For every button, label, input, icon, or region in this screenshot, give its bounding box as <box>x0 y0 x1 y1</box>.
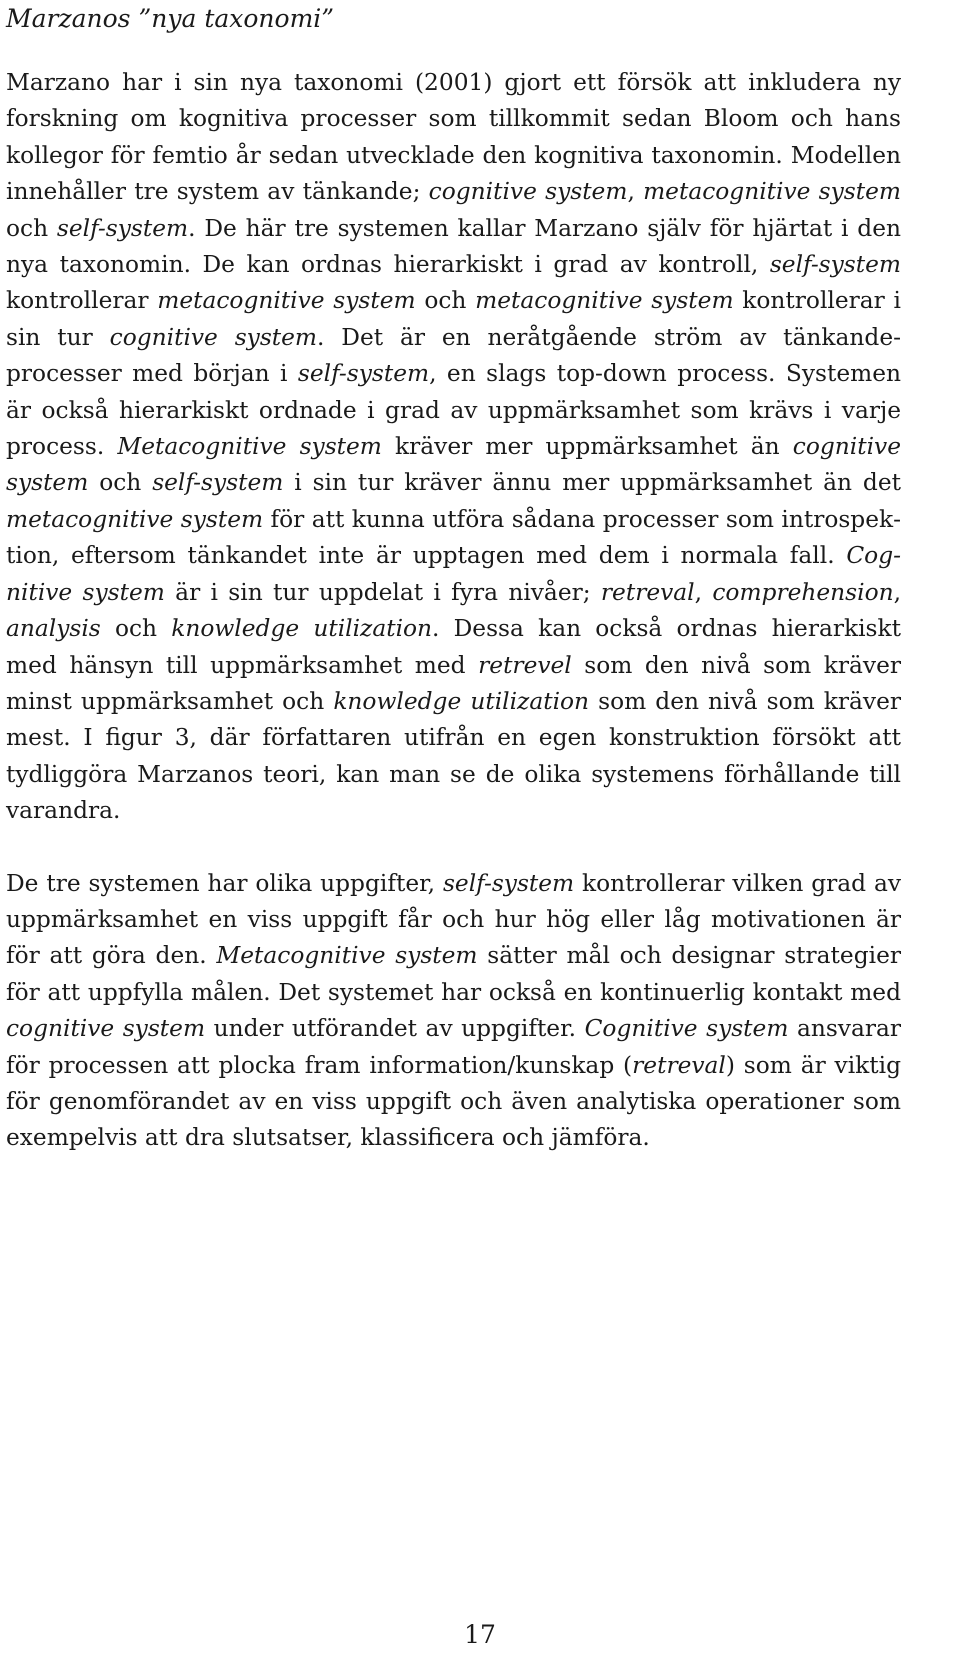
italic-term: self-system <box>442 869 575 897</box>
italic-term: retreval <box>632 1051 726 1079</box>
italic-term: cognitive system <box>428 178 628 206</box>
italic-term: knowledge utilization <box>171 615 433 643</box>
italic-term: cognitive system <box>6 433 901 497</box>
text-run: De tre systemen har olika uppgifter, <box>6 869 443 897</box>
italic-term: cognitive system <box>6 1015 206 1043</box>
text-run: som den nivå som kräver mest. I figur 3, där författaren utifrån en egen konstruktion försökt att tydliggöra Marzanos teori, kan man se de olika systemens förhållande till varandra. <box>6 687 901 825</box>
italic-term: retreval <box>600 578 695 606</box>
text-run: och <box>88 469 153 497</box>
text-run: , en slags top-down process. Systemen är också hierarkiskt ordnade i grad av uppmärksamhet som krävs i varje process. <box>6 360 901 461</box>
italic-term: comprehension <box>712 578 894 606</box>
text-run: . De här tre systemen kallar Marzano själv för hjärtat i den nya taxonomin. De kan ordnas hierarkiskt i grad av kontroll, <box>6 214 902 279</box>
text-run: kontrollerar i sin tur <box>6 287 901 351</box>
text-run: i sin tur kräver ännu mer uppmärksamhet än det <box>283 469 901 497</box>
text-run: för att kunna utföra sådana processer som introspektion, eftersom tänkandet inte är upptagen med dem i normala fall. <box>6 505 902 570</box>
italic-term: self-system <box>56 214 189 242</box>
text-run: under utförandet av uppgifter. <box>205 1015 585 1043</box>
italic-term: Cognitive system <box>584 1015 789 1043</box>
text-run: Marzano har i sin nya taxonomi (2001) gjort ett försök att inkludera ny forskning om kognitiva processer som tillkommit sedan Bloom och hans kollegor för femtio år sedan utvecklade den kognitiva taxonomin. Modellen innehåller tre system av tänkande; <box>6 69 901 206</box>
text-run: . Det är en neråtgående ström av tänkandeprocesser med början i <box>6 323 902 388</box>
italic-term: self-system <box>152 469 284 497</box>
document-page <box>6 0 901 1157</box>
text-run: , <box>627 178 644 206</box>
italic-term: metacognitive system <box>475 287 734 315</box>
section-heading: Marzanos ”nya taxonomi” <box>6 4 335 33</box>
italic-term: self-​system <box>769 251 901 279</box>
text-run: och <box>415 287 476 315</box>
text-run: sätter mål och designar strategier för att uppfylla målen. Det systemet har också en kontinuerlig kontakt med <box>6 942 901 1006</box>
italic-term: Metacognitive system <box>117 433 382 461</box>
text-run: som den nivå som kräver minst uppmärksamhet och <box>6 651 901 715</box>
body-paragraph <box>6 866 901 1157</box>
page-number: 17 <box>464 1620 496 1649</box>
italic-term: Metacognitive system <box>216 942 478 970</box>
italic-term: analysis <box>6 615 101 643</box>
body-paragraph <box>6 65 901 830</box>
text-run: kräver mer uppmärksamhet än <box>381 433 793 461</box>
italic-term: cognitive system <box>109 323 318 351</box>
text-run: kontrollerar <box>6 287 158 315</box>
text-run: ansvarar för processen att plocka fram information/kunskap ( <box>6 1015 902 1079</box>
italic-term: metacognitive system <box>157 287 416 315</box>
text-run: är i sin tur uppdelat i fyra nivåer; <box>164 578 601 606</box>
text-run: , <box>893 578 902 606</box>
italic-term: metacognitive system <box>6 505 264 533</box>
text-run: ) som är viktig för genomförandet av en viss uppgift och även analytiska operationer som exempelvis att dra slutsatser, klassificera och jämföra. <box>6 1051 901 1152</box>
text-run: och <box>100 615 172 643</box>
text-run: . Dessa kan också ordnas hierarkiskt med hänsyn till uppmärksamhet med <box>6 615 901 679</box>
text-run: kontrollerar vilken grad av uppmärksamhet en viss uppgift får och hur hög eller låg motivationen är för att göra den. <box>6 869 901 970</box>
italic-term: self-system <box>297 360 430 388</box>
text-run: och <box>6 214 57 242</box>
italic-term: retrevel <box>478 651 572 679</box>
italic-term: metacognitive system <box>643 178 901 206</box>
text-run: , <box>694 578 713 606</box>
italic-term: knowledge utilization <box>333 687 590 715</box>
italic-term: Cognitive system <box>6 542 901 606</box>
